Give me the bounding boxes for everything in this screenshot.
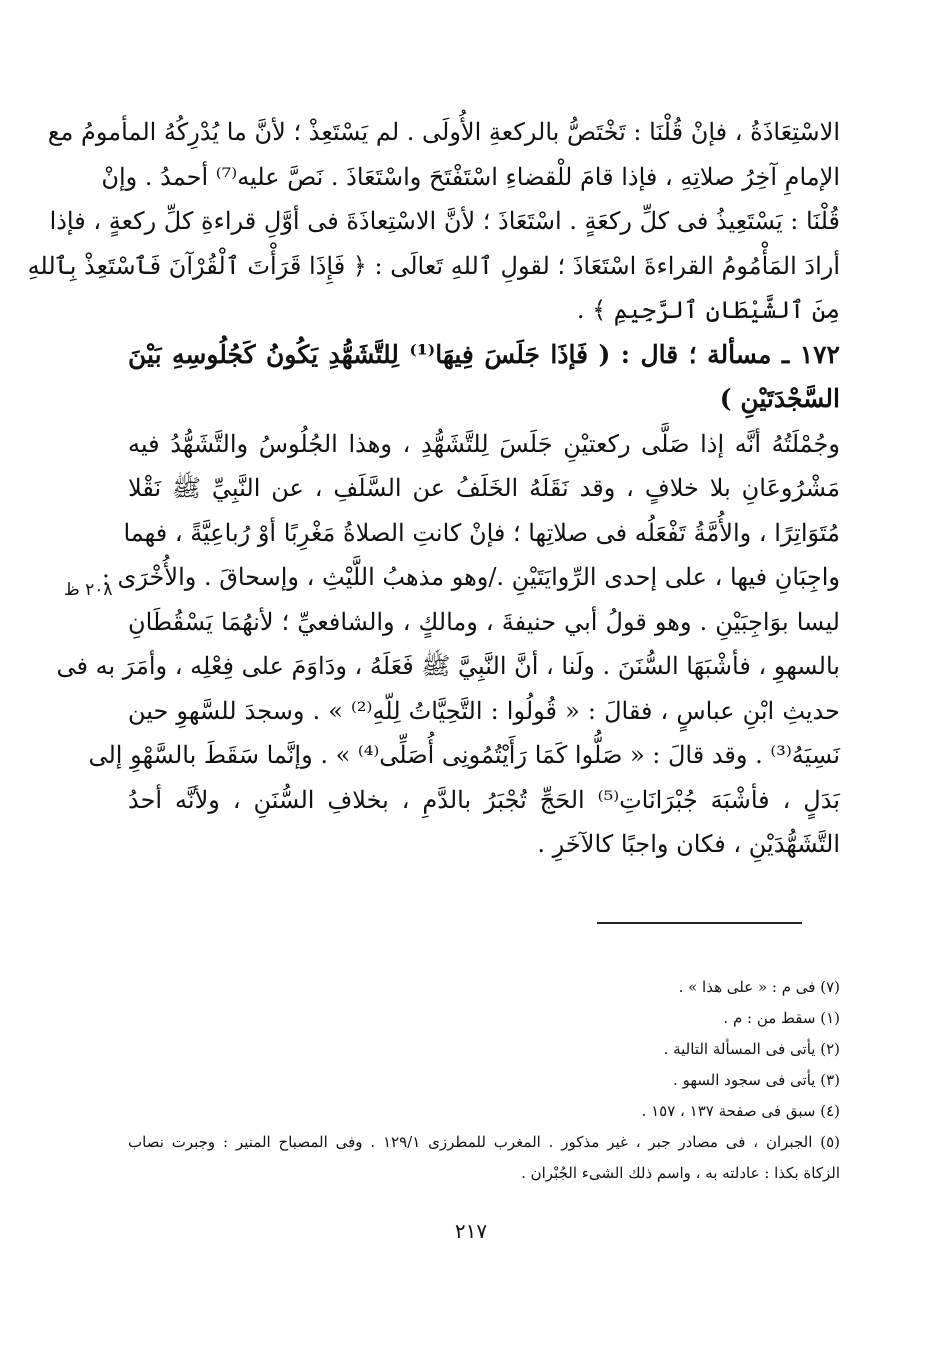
page-number: ٢١٧ bbox=[454, 1219, 488, 1243]
footnote: (٢) يأتى فى المسألة التالية . bbox=[663, 1040, 840, 1058]
footnote-continuation: الزكاة بكذا : عادلته به ، واسم ذلك الشىء الجُبْران . bbox=[521, 1164, 840, 1182]
text-line: حديثِ ابْنِ عباسٍ ، فقالَ : « قُولُوا : التَّحِيَّاتُ لِلّهِ⁽²⁾ » . وسجدَ للسَّهوِ حين bbox=[128, 696, 840, 725]
issue-heading-line: ١٧٢ ـ مسألة ؛ قال : ( فَإذَا جَلَسَ فِيهَا⁽¹⁾ لِلتَّشَهُّدِ يَكُونُ كَجُلُوسِهِ بَيْنَ bbox=[128, 339, 840, 369]
text-line: بالسهوِ ، فأشْبَهَا السُّنَنَ . ولَنا ، أنَّ النَّبِيَّ ﷺ فَعَلَهُ ، ودَاوَمَ على فِعْلِه ، وأمَرَ به فى bbox=[56, 652, 840, 680]
text-line: مُتَوَاتِرًا ، والأُمَّةُ تَفْعَلُه فى صلاتِها ؛ فإنْ كانتِ الصلاةُ مَغْرِبًا أوْ رُباعِيَّةً ، فهما bbox=[123, 518, 840, 547]
text-line: مِنَ ٱلشَّيْطَانِ ٱلرَّجِيمِ ﴾ . bbox=[576, 296, 840, 324]
text-line: الإمامِ آخِرُ صلاتِهِ ، فإذا قامَ للْقضاءِ اسْتَفْتَحَ واسْتَعَاذَ . نَصَّ عليه⁽⁷⁾ أحمدُ . وإنْ bbox=[101, 162, 840, 191]
text-line: أرادَ المَأْمُومُ القراءةَ اسْتَعَاذَ ؛ لقولِ ٱللهِ تَعالَى : ﴿ فَإِذَا قَرَأْتَ ٱلْقُرْآنَ فَٱسْتَعِذْ بِٱللهِ bbox=[27, 251, 840, 280]
text-line: وجُمْلَتُهُ أنَّه إذا صَلَّى ركعتيْنِ جَلَسَ لِلتَّشَهُّدِ ، وهذا الجُلُوسُ والتَّشَهُّدُ فيه bbox=[128, 429, 840, 458]
footnotes bbox=[128, 972, 840, 1189]
footnote-divider bbox=[597, 922, 802, 924]
text-line: الاسْتِعَاذَةُ ، فإنْ قُلْنَا : تَخْتَصُّ بالركعةِ الأُولَى . لم يَسْتَعِذْ ؛ لأنَّ ما يُدْرِكُهُ المأمومُ مع bbox=[47, 118, 840, 146]
text-line: نَسِيَهُ⁽³⁾ . وقد قالَ : « صَلُّوا كَمَا رَأَيْتُمُونِى أُصَلِّى⁽⁴⁾ » . وإنَّما سَقَطَ بالسَّهْوِ إلى bbox=[88, 741, 840, 769]
issue-heading-line: السَّجْدَتَيْنِ ) bbox=[719, 384, 840, 413]
text-line: بَدَلٍ ، فأشْبَهَ جُبْرَانَاتِ⁽⁵⁾ الحَجِّ تُجْبَرُ بالدَّمِ ، بخلافِ السُّنَنِ ، ولأنَّه أحدُ bbox=[128, 785, 840, 814]
text-line: قُلْنَا : يَسْتَعِيذُ فى كلِّ ركعَةٍ . اسْتَعَاذَ ؛ لأنَّ الاسْتِعاذَةَ فى أوَّلِ قراءةِ كلِّ ركعةٍ ، فإذا bbox=[49, 207, 840, 235]
text-line: التَّشَهُّدَيْنِ ، فكان واجبًا كالآخَرِ . bbox=[537, 830, 840, 858]
text-line: ليسا بوَاجِبَيْنِ . وهو قولُ أبي حنيفةَ ، ومالكٍ ، والشافعيِّ ؛ لأنهُمَا يَسْقُطَانِ bbox=[128, 607, 840, 636]
footnote: (١) سقط من : م . bbox=[723, 1009, 840, 1027]
footnote: (٧) فى م : « على هذا » . bbox=[678, 978, 840, 996]
text-line: مَشْرُوعَانِ بلا خلافٍ ، وقد نَقَلَهُ الخَلَفُ عن السَّلَفِ ، عن النَّبِيِّ ﷺ نَقْلا bbox=[128, 474, 840, 502]
footnote: (٥) الجبران ، فى مصادر جبر ، غير مذكور . المغرب للمطرزى ١٢٩/١ . وفى المصباح المنير : وجبرت نصاب bbox=[128, 1133, 840, 1151]
text-line: واجِبَانِ فيها ، على إحدى الرِّوايَتَيْنِ ./وهو مذهبُ اللَّيْثِ ، وإسحاقَ . والأُخْرَى : bbox=[101, 563, 840, 591]
footnote: (٣) يأتى فى سجود السهو . bbox=[673, 1071, 840, 1089]
footnote: (٤) سبق فى صفحة ١٣٧ ، ١٥٧ . bbox=[641, 1102, 840, 1120]
manuscript-folio-marker: ٢٠٨ ظ bbox=[64, 580, 113, 600]
